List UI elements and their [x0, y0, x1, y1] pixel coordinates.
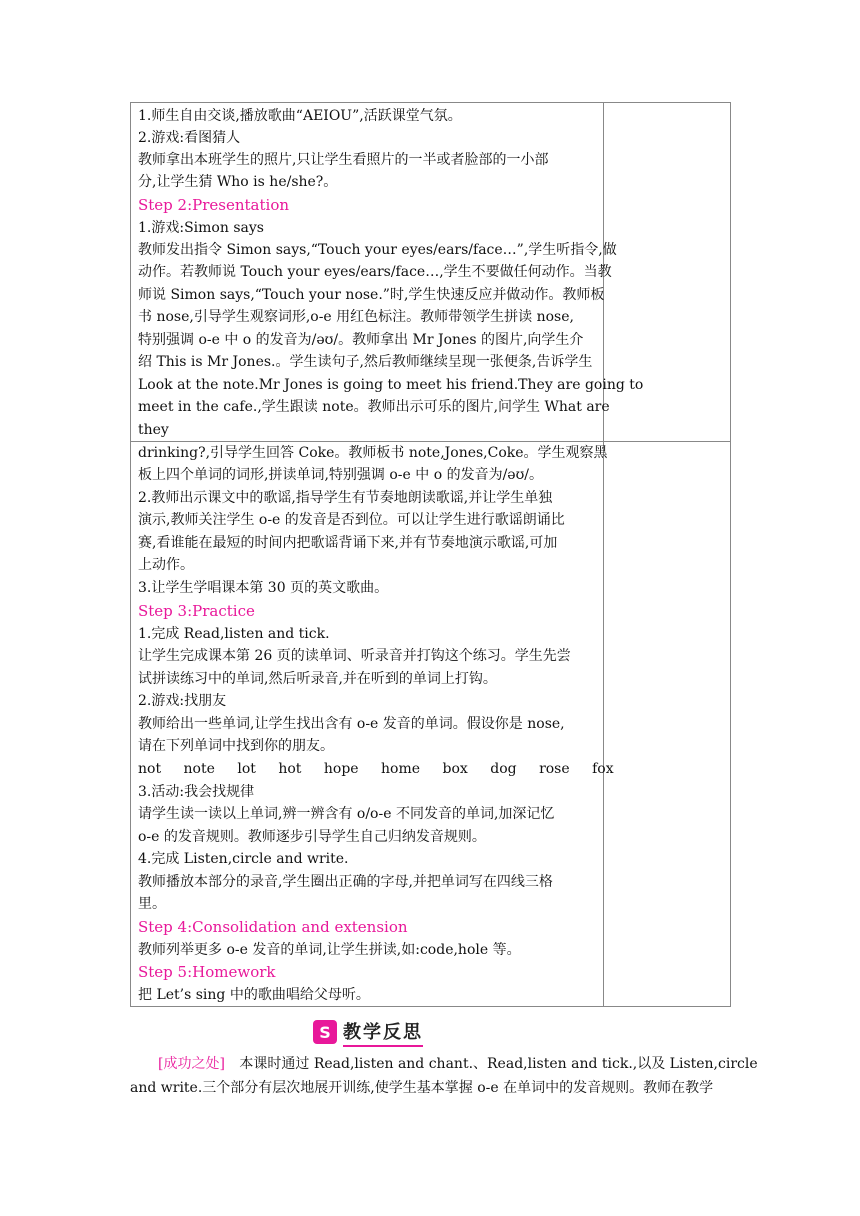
- text-line: 把 Let’s sing 中的歌曲唱给父母听。: [138, 987, 370, 1003]
- text-line: 教师发出指令 Simon says,“Touch your eyes/ears/face…”,学生听指令,做: [138, 242, 617, 258]
- text-line: meet in the cafe.,学生跟读 note。教师出示可乐的图片,问学生 What are: [138, 399, 610, 415]
- text-line: 试拼读练习中的单词,然后听录音,并在听到的单词上打钩。: [138, 671, 497, 687]
- text-line: 请在下列单词中找到你的朋友。: [138, 738, 334, 754]
- text-line: 绍 This is Mr Jones.。学生读句子,然后教师继续呈现一张便条,告诉学生: [138, 354, 593, 370]
- text-line: 板上四个单词的词形,拼读单词,特别强调 o-e 中 o 的发音为/əʊ/。: [138, 467, 543, 483]
- text-line: 书 nose,引导学生观察词形,o-e 用红色标注。教师带领学生拼读 nose,: [138, 309, 574, 325]
- step-heading: Step 3:Practice: [138, 602, 255, 620]
- text-line: 上动作。: [138, 557, 194, 573]
- text-line: 1.游戏:Simon says: [138, 220, 264, 236]
- word: fox: [592, 761, 614, 777]
- text-line: 3.活动:我会找规律: [138, 784, 255, 800]
- reflection-line-2: and write.三个部分有层次地展开训练,使学生基本掌握 o-e 在单词中的发音规则。教师在教学: [130, 1080, 714, 1096]
- word: note: [183, 761, 215, 777]
- word: hot: [278, 761, 302, 777]
- reflection-line-1: 本课时通过 Read,listen and chant.、Read,listen and tick.,以及 Listen,circle: [239, 1056, 758, 1072]
- text-line: 教师播放本部分的录音,学生圈出正确的字母,并把单词写在四线三格: [138, 874, 553, 890]
- text-line: 让学生完成课本第 26 页的读单词、听录音并打钩这个练习。学生先尝: [138, 648, 571, 664]
- text-line: drinking?,引导学生回答 Coke。教师板书 note,Jones,Coke。学生观察黑: [138, 445, 608, 461]
- text-line: 教师拿出本班学生的照片,只让学生看照片的一半或者脸部的一小部: [138, 152, 549, 168]
- text-line: 2.游戏:找朋友: [138, 693, 227, 709]
- text-line: 教师列举更多 o-e 发音的单词,让学生拼读,如:code,hole 等。: [138, 942, 521, 958]
- procedure-column: [131, 442, 614, 1006]
- word: lot: [237, 761, 256, 777]
- lesson-table-part-1: [130, 102, 731, 442]
- text-line: Look at the note.Mr Jones is going to meet his friend.They are going to: [138, 377, 644, 393]
- text-line: 分,让学生猜 Who is he/she?。: [138, 174, 338, 190]
- step-heading: Step 2:Presentation: [138, 196, 290, 214]
- text-line: 3.让学生学唱课本第 30 页的英文歌曲。: [138, 580, 389, 596]
- text-line: 4.完成 Listen,circle and write.: [138, 851, 349, 867]
- word: rose: [539, 761, 570, 777]
- text-line: 演示,教师关注学生 o-e 的发音是否到位。可以让学生进行歌谣朗诵比: [138, 512, 565, 528]
- word: box: [442, 761, 468, 777]
- success-tag: [成功之处]: [158, 1056, 225, 1072]
- step-heading: Step 4:Consolidation and extension: [138, 918, 408, 936]
- word: hope: [323, 761, 359, 777]
- reflection-heading: [313, 1018, 423, 1046]
- procedure-column: [131, 103, 644, 441]
- text-line: 1.师生自由交谈,播放歌曲“AEIOU”,活跃课堂气氛。: [138, 108, 462, 124]
- text-line: 2.教师出示课文中的歌谣,指导学生有节奏地朗读歌谣,并让学生单独: [138, 490, 553, 506]
- word: dog: [490, 761, 517, 777]
- text-line: 教师给出一些单词,让学生找出含有 o-e 发音的单词。假设你是 nose,: [138, 716, 565, 732]
- step-heading: Step 5:Homework: [138, 963, 276, 981]
- reflection-paragraph: [130, 1052, 758, 1076]
- text-line: 师说 Simon says,“Touch your nose.”时,学生快速反应并做动作。教师板: [138, 287, 605, 303]
- text-line: 里。: [138, 896, 166, 912]
- text-line: 2.游戏:看图猜人: [138, 130, 241, 146]
- text-line: they: [138, 422, 169, 438]
- text-line: 特别强调 o-e 中 o 的发音为/əʊ/。教师拿出 Mr Jones 的图片,向学生介: [138, 332, 584, 348]
- text-line: 1.完成 Read,listen and tick.: [138, 626, 330, 642]
- word-list: [138, 758, 632, 780]
- text-line: 动作。若教师说 Touch your eyes/ears/face…,学生不要做任何动作。当教: [138, 264, 612, 280]
- reflection-icon: S: [313, 1020, 337, 1044]
- text-line: 赛,看谁能在最短的时间内把歌谣背诵下来,并有节奏地演示歌谣,可加: [138, 535, 558, 551]
- word: not: [138, 761, 162, 777]
- word: home: [381, 761, 421, 777]
- text-line: 请学生读一读以上单词,辨一辨含有 o/o-e 不同发音的单词,加深记忆: [138, 806, 555, 822]
- lesson-table-part-2: [130, 442, 731, 1007]
- text-line: o-e 的发音规则。教师逐步引导学生自己归纳发音规则。: [138, 829, 486, 845]
- reflection-title: 教学反思: [343, 1018, 423, 1047]
